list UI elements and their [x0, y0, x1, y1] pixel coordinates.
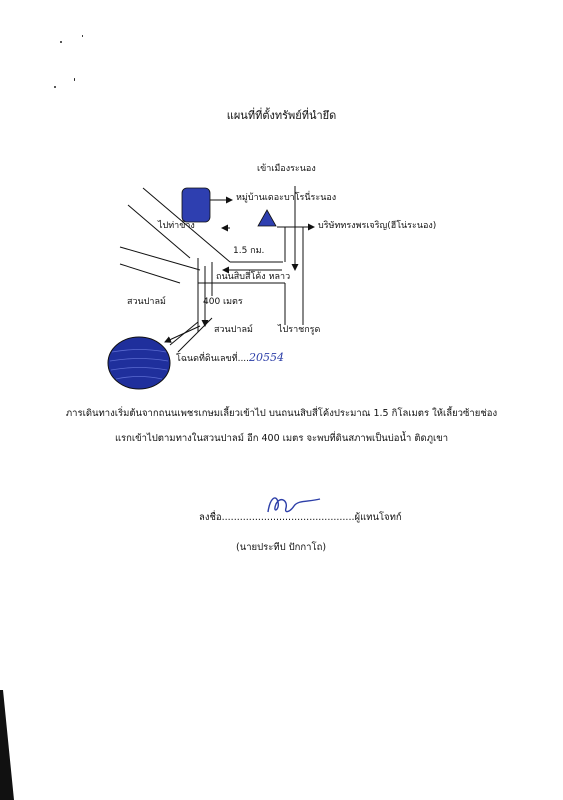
sign-role: ผู้แทนโจทก์ [354, 512, 402, 523]
label-village: หมู่บ้านเดอะบาโรนี่ระนอง [236, 193, 337, 203]
label-deed [176, 352, 284, 364]
road-line [178, 318, 212, 352]
label-road: ถนนสิบสี่โค้ง หลาว [216, 272, 291, 282]
label-company: บริษัททรงพรเจริญ(ฮีโน่ระนอง) [318, 221, 437, 231]
page-title: แผนที่ที่ตั้งทรัพย์ที่นำยึด [226, 109, 337, 122]
sign-label: ลงชื่อ [199, 512, 222, 523]
description-line-1: ภารเดินทางเริ่มต้นจากถนนเพชรเกษมเลี้ยวเข้าไป บนถนนสิบสี่โค้งประมาณ 1.5 กิโลเมตร ให้เลี้ยวซ้ายช่อง [65, 408, 498, 419]
label-distance: 1.5 กม. [233, 246, 265, 256]
deed-label-text: โฉนดที่ดินเลขที่ [176, 354, 238, 364]
direction-arrow [165, 326, 200, 342]
handwritten-signature [258, 490, 328, 520]
road-line [120, 247, 200, 270]
label-to-ranong: เข้าเมืองระนอง [257, 164, 316, 174]
road-line [128, 205, 190, 258]
deed-dots: .... [237, 354, 250, 364]
road-line [120, 264, 180, 283]
label-to-ratchakrut: ไปราชกรูด [278, 325, 321, 335]
label-palm-bottom: สวนปาลม์ [214, 325, 253, 335]
label-400m: 400 เมตร [203, 297, 243, 307]
scan-edge-shadow [0, 690, 14, 800]
company-marker [258, 210, 276, 226]
label-to-thakham: ไปท่าข้าง [158, 221, 195, 231]
description-line-2: แรกเข้าไปตามทางในสวนปาลม์ อีก 400 เมตร จะพบที่ดินสภาพเป็นบ่อน้ำ ติดภูเขา [114, 433, 449, 444]
land-plot-pond [108, 337, 170, 389]
deed-number: 20554 [249, 351, 285, 364]
village-marker [182, 188, 210, 222]
label-palm-left: สวนปาลม์ [127, 297, 166, 307]
signer-name: (นายประทีป ปักกาโถ) [236, 542, 327, 553]
sign-dots: ............................................ [221, 512, 355, 523]
